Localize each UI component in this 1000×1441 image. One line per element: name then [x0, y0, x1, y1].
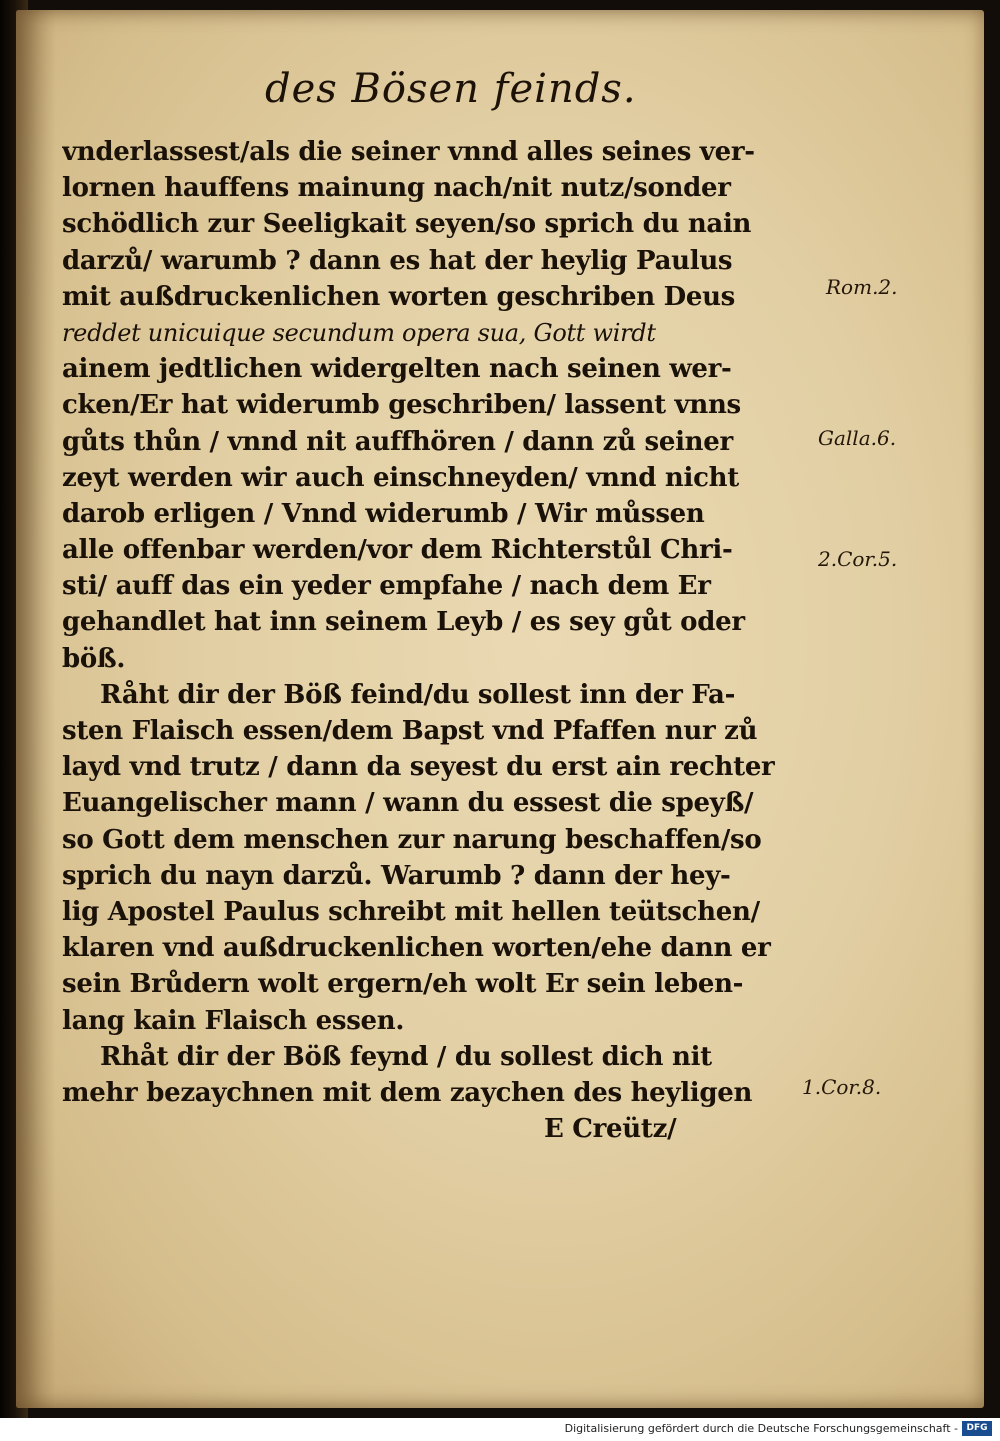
text-line: mehr bezaychnen mit dem zaychen des heyligen [62, 1077, 753, 1108]
footer-bar [0, 1418, 1000, 1441]
text-line: cken/Er hat widerumb geschriben/ lassent vnns [62, 390, 741, 421]
paragraph-start: Rhåt dir der Böß feynd / du sollest dich nit [100, 1041, 712, 1072]
text-line: zeyt werden wir auch einschneyden/ vnnd nicht [62, 462, 739, 493]
running-head: des Bösen feinds. [265, 66, 637, 112]
text-line: böß. [62, 643, 126, 674]
text-line: klaren vnd außdruckenlichen worten/ehe dann er [62, 933, 771, 964]
page-gutter [16, 10, 56, 1408]
text-line: lig Apostel Paulus schreibt mit hellen teütschen/ [62, 896, 760, 927]
margin-note-cor1: 1.Cor.8. [802, 1075, 882, 1099]
text-line: darzů/ warumb ? dann es hat der heylig Paulus [62, 245, 733, 276]
margin-note-gal: Galla.6. [818, 426, 897, 450]
text-line: vnderlassest/als die seiner vnnd alles seines ver- [62, 137, 755, 167]
margin-note-rom: Rom.2. [826, 275, 898, 299]
text-line: sti/ auff das ein yeder empfahe / nach dem Er [62, 571, 711, 602]
text-line: ainem jedtlichen widergelten nach seinen wer- [62, 354, 732, 385]
text-line: gehandlet hat inn seinem Leyb / es sey gůt oder [62, 607, 745, 638]
text-block [62, 134, 822, 1147]
text-line: lang kain Flaisch essen. [62, 1005, 405, 1036]
text-line: gůts thůn / vnnd nit auffhören / dann zů seiner [62, 426, 733, 457]
text-line: mit außdruckenlichen worten geschriben Deus [62, 281, 736, 312]
text-line: so Gott dem menschen zur narung beschaffen/so [62, 824, 762, 855]
text-line: layd vnd trutz / dann da seyest du erst ain rechter [62, 752, 775, 783]
catchword: E Creütz/ [544, 1114, 677, 1145]
text-line: sein Brůdern wolt ergern/eh wolt Er sein leben- [62, 969, 744, 1000]
text-line-latin: reddet unicuique secundum opera sua, Gott wirdt [62, 318, 656, 347]
text-line: darob erligen / Vnnd widerumb / Wir můssen [62, 498, 705, 529]
footer-credit: Digitalisierung gefördert durch die Deutsche Forschungsgemeinschaft - [564, 1422, 958, 1435]
text-line: sprich du nayn darzů. Warumb ? dann der hey- [62, 860, 731, 891]
margin-note-cor2: 2.Cor.5. [818, 547, 898, 571]
text-line: alle offenbar werden/vor dem Richterstůl Chri- [62, 535, 733, 566]
dfg-logo: DFG [962, 1421, 992, 1436]
paragraph-start: Råht dir der Böß feind/du sollest inn der Fa- [100, 679, 736, 710]
text-line: sten Flaisch essen/dem Bapst vnd Pfaffen nur zů [62, 716, 758, 746]
text-line: Euangelischer mann / wann du essest die speyß/ [62, 788, 754, 819]
text-line: lornen hauffens mainung nach/nit nutz/sonder [62, 173, 731, 204]
text-line: schödlich zur Seeligkait seyen/so sprich du nain [62, 209, 752, 240]
